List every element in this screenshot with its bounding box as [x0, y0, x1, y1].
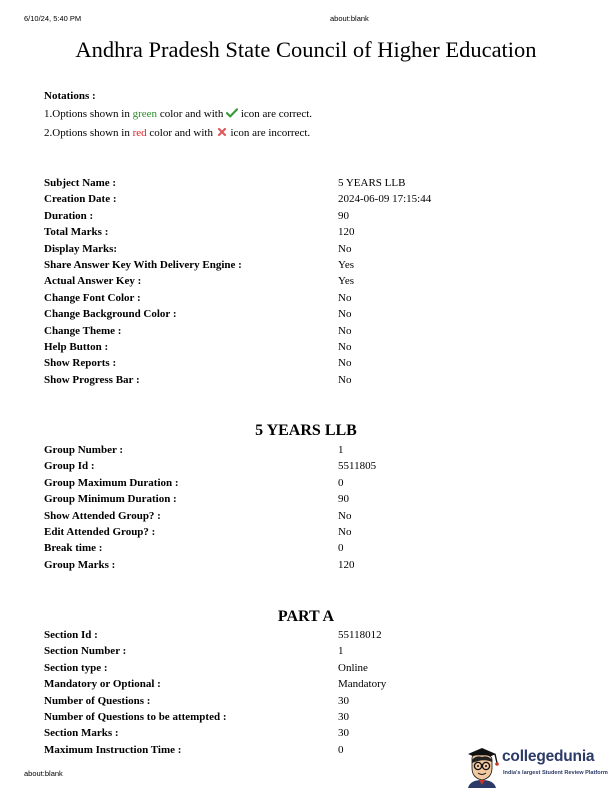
subject-detail-label: Total Marks :: [44, 226, 109, 239]
group-detail-label: Group Maximum Duration :: [44, 476, 179, 489]
section-detail-value: Mandatory: [338, 678, 387, 691]
subject-detail-label: Creation Date :: [44, 193, 117, 206]
section-heading: PART A: [277, 608, 335, 625]
brand-tagline: India's largest Student Review Platform: [503, 770, 608, 776]
notation-correct-color-word: green: [132, 108, 158, 120]
notation-incorrect-prefix: 2.Options shown in: [44, 127, 133, 139]
subject-detail-label: Display Marks:: [44, 242, 118, 255]
section-detail-value: 30: [338, 710, 349, 723]
subject-detail-value: No: [338, 242, 352, 255]
subject-detail-label: Help Button :: [44, 340, 109, 353]
notations: [44, 87, 312, 143]
subject-detail-label: Change Theme :: [44, 324, 122, 337]
subject-detail-label: Change Font Color :: [44, 291, 141, 304]
subject-detail-label: Subject Name :: [44, 177, 117, 189]
subject-detail-value: No: [338, 357, 352, 370]
subject-detail-value: No: [338, 373, 352, 386]
group-detail-label: Group Number :: [44, 444, 124, 456]
subject-detail-label: Show Progress Bar :: [44, 373, 140, 386]
subject-detail-value: Yes: [338, 275, 355, 288]
group-detail-value: No: [338, 509, 352, 522]
section-detail-label: Mandatory or Optional :: [44, 678, 161, 691]
notation-correct-middle: color and with: [157, 108, 227, 120]
notation-incorrect-suffix: icon are incorrect.: [227, 127, 311, 139]
section-detail-value: 0: [338, 743, 344, 756]
page-title: Andhra Pradesh State Council of Higher Education: [75, 37, 537, 62]
section-detail-value: Online: [338, 661, 368, 674]
subject-detail-value: Yes: [338, 258, 355, 271]
section-detail-label: Maximum Instruction Time :: [44, 743, 182, 756]
section-detail-label: Number of Questions to be attempted :: [44, 710, 227, 723]
graduate-mascot-icon: [462, 744, 502, 793]
brand-name: collegedunia: [502, 748, 595, 765]
notations-heading: Notations :: [44, 90, 96, 102]
group-detail-label: Edit Attended Group? :: [44, 525, 156, 538]
group-heading: 5 YEARS LLB: [255, 422, 357, 439]
print-url: about:blank: [330, 14, 369, 23]
footer-url: about:blank: [24, 769, 63, 778]
subject-detail-label: Duration :: [44, 209, 94, 222]
subject-detail-label: Share Answer Key With Delivery Engine :: [44, 258, 242, 271]
subject-detail-value: No: [338, 291, 352, 304]
group-detail-value: 0: [338, 542, 344, 555]
group-detail-value: 120: [338, 558, 355, 571]
subject-detail-value: 120: [338, 226, 355, 239]
group-detail-value: No: [338, 525, 352, 538]
notation-incorrect: [44, 124, 312, 143]
section-detail-label: Section type :: [44, 661, 108, 674]
notation-correct-prefix: 1.Options shown in: [44, 108, 133, 120]
subject-detail-value: No: [338, 308, 352, 321]
notation-correct: [44, 105, 312, 124]
section-detail-label: Section Id :: [44, 629, 98, 641]
print-datetime: 6/10/24, 5:40 PM: [24, 14, 82, 23]
subject-detail-value: 2024-06-09 17:15:44: [338, 193, 432, 206]
notation-incorrect-middle: color and with: [146, 127, 216, 139]
collegedunia-brand: [462, 744, 610, 788]
section-detail-value: 30: [338, 727, 349, 740]
group-detail-value: 0: [338, 476, 344, 489]
subject-detail-label: Show Reports :: [44, 357, 117, 370]
group-detail-value: 1: [338, 444, 344, 456]
section-detail-value: 55118012: [338, 629, 382, 641]
section-detail-value: 30: [338, 694, 349, 707]
subject-detail-value: 90: [338, 209, 349, 222]
cross-icon: [216, 125, 228, 143]
section-detail-value: 1: [338, 645, 344, 658]
subject-detail-label: Actual Answer Key :: [44, 275, 142, 288]
subject-detail-value: No: [338, 324, 352, 337]
section-detail-label: Number of Questions :: [44, 694, 151, 707]
section-detail-label: Section Marks :: [44, 727, 119, 740]
group-detail-label: Group Id :: [44, 460, 95, 473]
notation-correct-suffix: icon are correct.: [238, 108, 313, 120]
check-icon: [226, 106, 238, 124]
group-detail-label: Group Marks :: [44, 558, 116, 571]
group-detail-value: 5511805: [338, 460, 377, 473]
group-detail-label: Break time :: [44, 542, 103, 555]
section-detail-label: Section Number :: [44, 645, 127, 658]
group-detail-value: 90: [338, 493, 349, 506]
group-detail-label: Show Attended Group? :: [44, 509, 161, 522]
notation-incorrect-color-word: red: [132, 127, 147, 139]
subject-detail-value: No: [338, 340, 352, 353]
group-detail-label: Group Minimum Duration :: [44, 493, 177, 506]
subject-detail-label: Change Background Color :: [44, 308, 177, 321]
subject-detail-value: 5 YEARS LLB: [338, 177, 406, 189]
